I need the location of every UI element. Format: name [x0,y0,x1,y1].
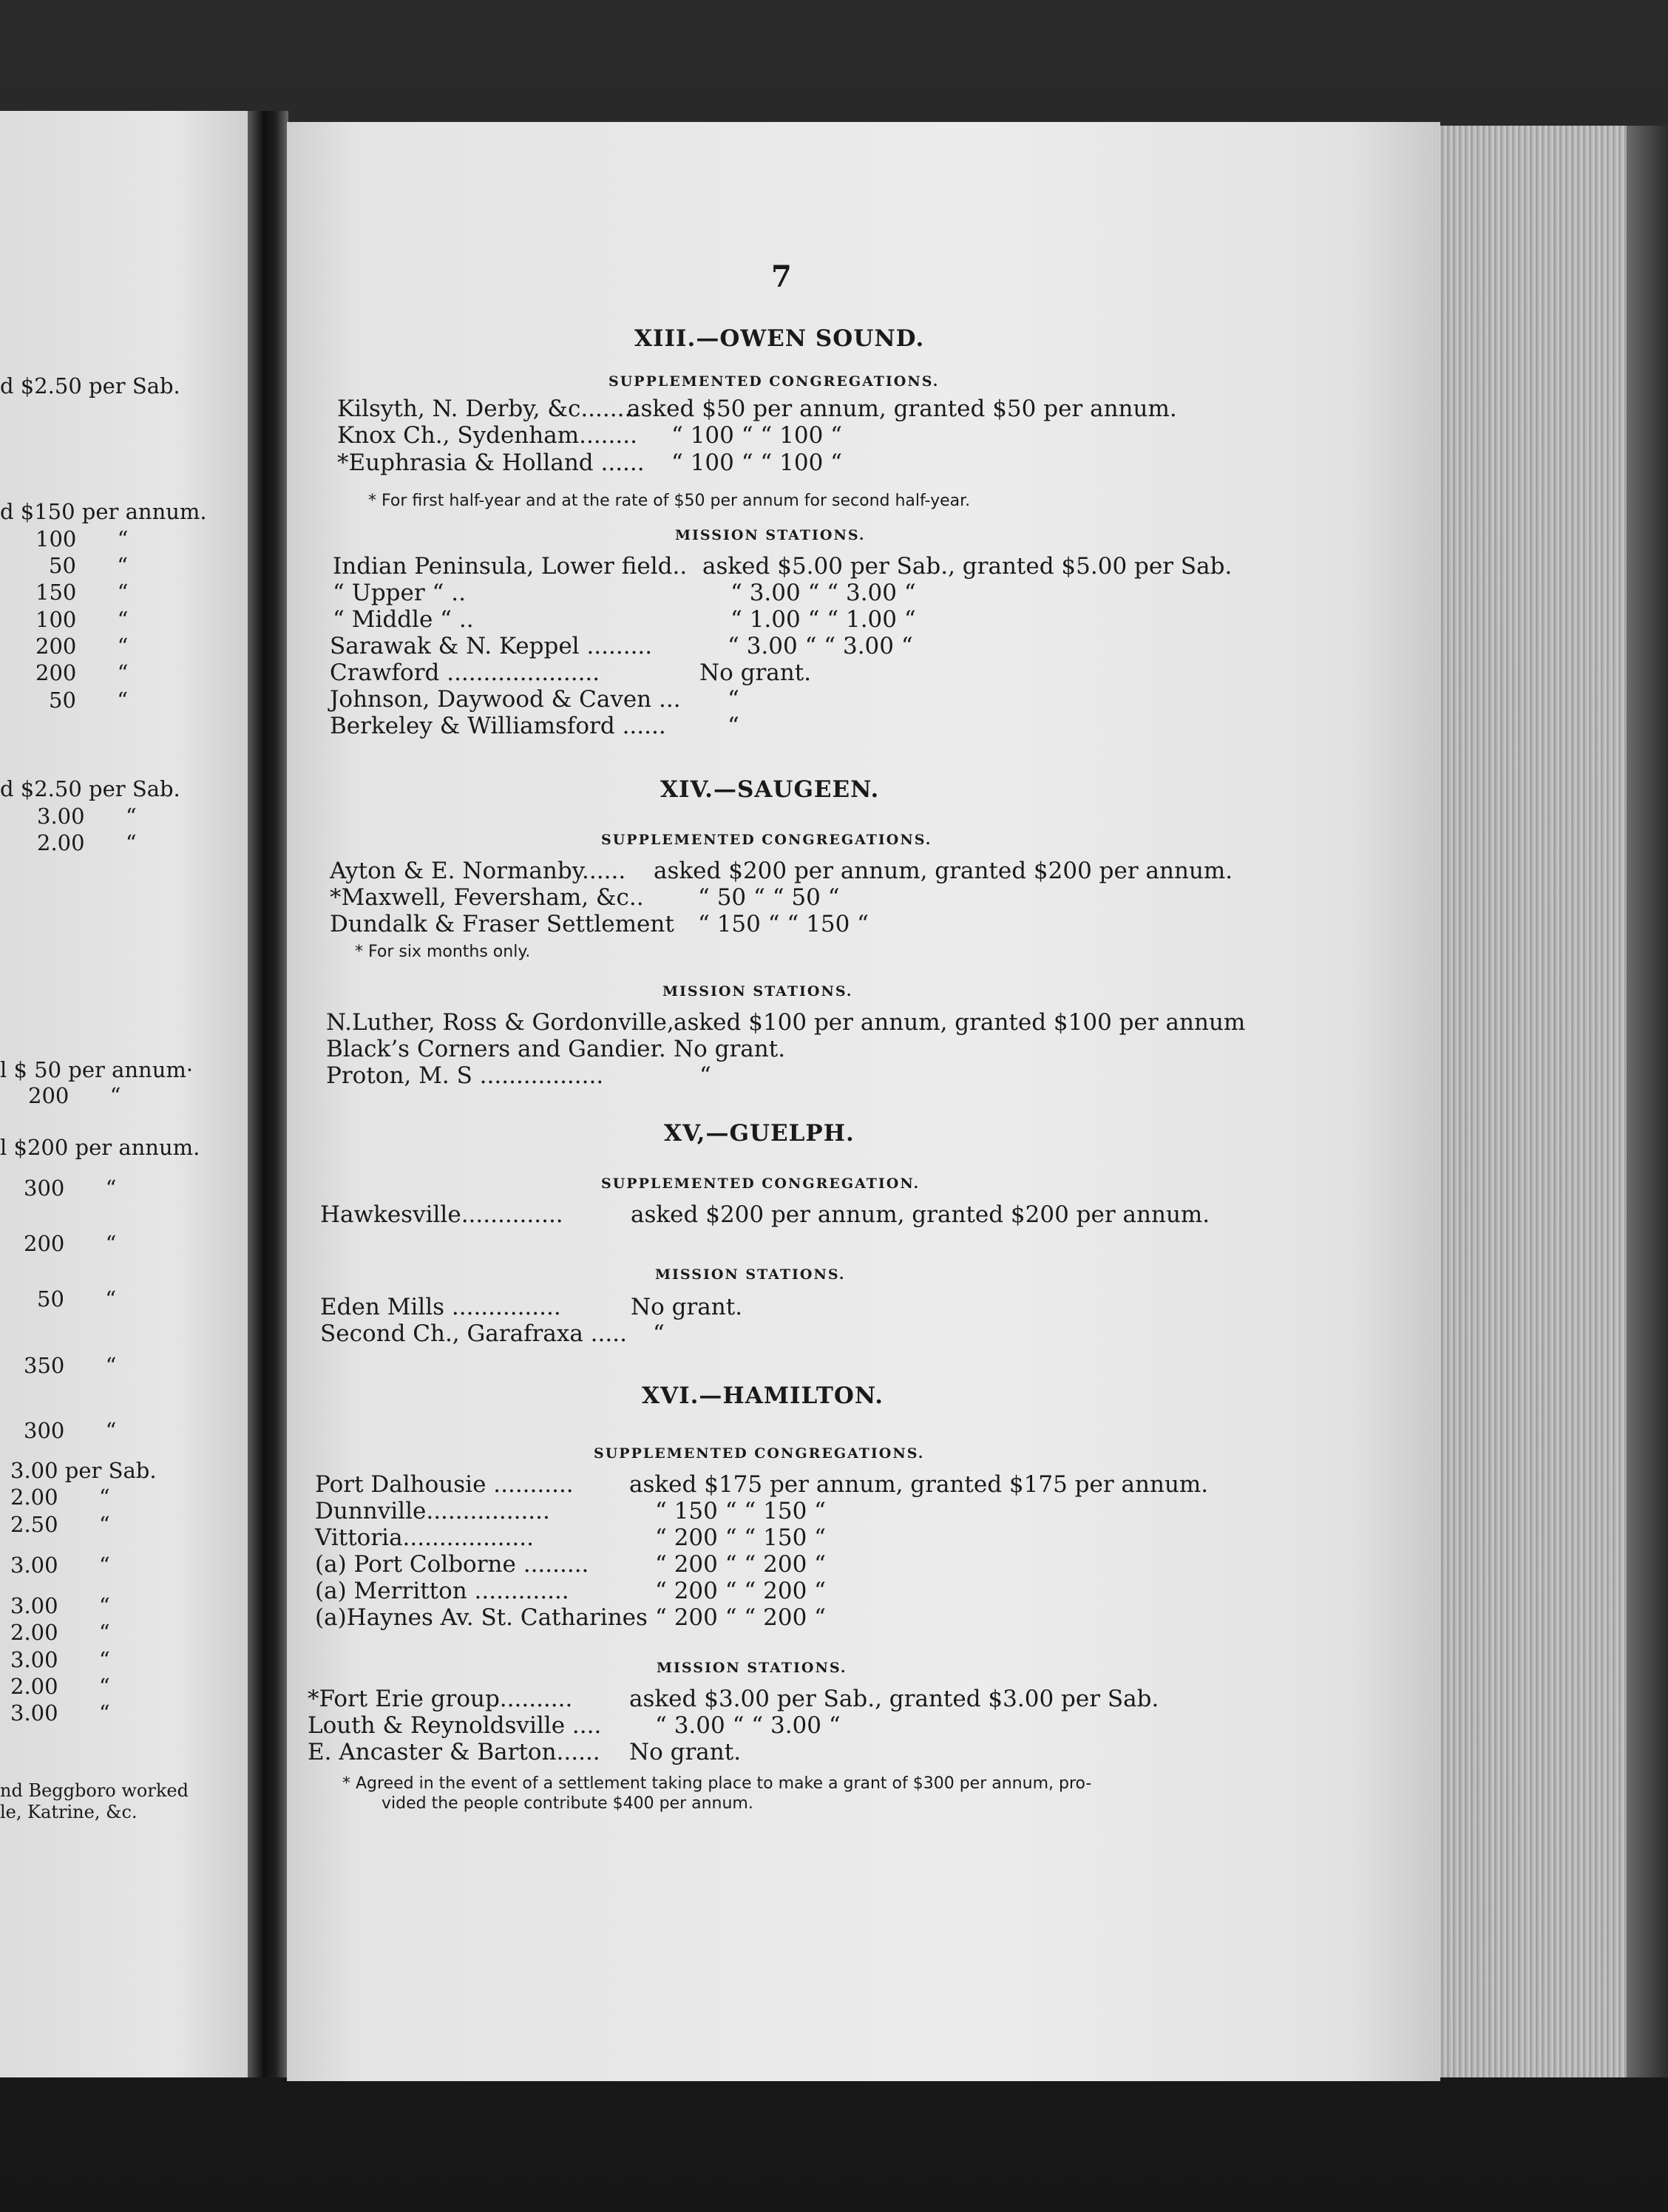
entry-value: “ [653,1320,665,1347]
subsection-title: MISSION STATIONS. [662,983,853,1000]
text-line: d $150 per annum. [0,499,207,524]
entry-name: Dunnville................. [315,1498,550,1524]
entry-name: Crawford ..................... [330,659,600,686]
entry-name: (a)Haynes Av. St. Catharines [315,1604,648,1631]
section-title: XV,—GUELPH. [664,1120,855,1147]
text-line: d $2.50 per Sab. [0,373,180,398]
text-line: 3.00 “ [10,1647,110,1672]
entry-name: Dundalk & Fraser Settlement [330,911,674,937]
entry-name: Indian Peninsula, Lower field.. [333,553,688,580]
text-line: d $2.50 per Sab. [0,776,180,801]
entry-value: asked $175 per annum, granted $175 per annum. [629,1471,1209,1498]
text-line: 150 “ [35,580,129,605]
text-line: 300 “ [24,1418,117,1443]
entry-name: Second Ch., Garafraxa ..... [320,1320,627,1347]
subsection-title: SUPPLEMENTED CONGREGATION. [601,1175,921,1192]
subsection-title: SUPPLEMENTED CONGREGATIONS. [594,1445,925,1462]
text-line: 50 “ [49,553,129,578]
entry-value: “ 50 “ “ 50 “ [698,884,840,911]
footnote: * Agreed in the event of a settlement taking place to make a grant of $300 per annum, pro- [342,1774,1092,1793]
book-gutter [248,111,288,2077]
footnote: * For six months only. [355,943,531,961]
entry-value: asked $50 per annum, granted $50 per annum. [627,396,1177,422]
entry-value: asked $3.00 per Sab., granted $3.00 per Sab. [629,1686,1159,1712]
entry-value: No grant. [674,1036,786,1062]
entry-name: Hawkesville.............. [320,1201,563,1228]
text-line: 200 “ [35,660,129,685]
text-line: l $ 50 per annum· [0,1057,194,1082]
entry-value: “ 200 “ “ 200 “ [655,1551,827,1578]
text-line: 3.00 “ [37,804,137,829]
text-line: 200 “ [24,1231,117,1256]
entry-name: *Fort Erie group.......... [308,1686,573,1712]
entry-name: “ Middle “ .. [333,606,474,633]
text-line: 50 “ [37,1286,117,1312]
entry-name: *Maxwell, Feversham, &c.. [330,884,644,911]
entry-value: asked $200 per annum, granted $200 per annum. [631,1201,1210,1228]
entry-value: “ [728,713,739,739]
subsection-title: MISSION STATIONS. [675,527,866,543]
previous-page-fragment [0,111,248,2077]
section-title: XVI.—HAMILTON. [642,1382,884,1409]
entry-value: “ 200 “ “ 200 “ [655,1604,827,1631]
text-line: 3.00 per Sab. [10,1458,157,1483]
entry-name: (a) Port Colborne ......... [315,1551,589,1578]
text-line: l $200 per annum. [0,1135,200,1160]
entry-name: Proton, M. S ................. [326,1062,604,1089]
entry-value: No grant. [629,1739,742,1765]
text-line: 100 “ [35,526,129,552]
entry-name: Berkeley & Williamsford ...... [330,713,666,739]
text-line: 100 “ [35,607,129,632]
entry-value: “ 200 “ “ 200 “ [655,1578,827,1604]
entry-value: “ 100 “ “ 100 “ [671,449,843,476]
entry-value: “ [728,686,739,713]
text-line: 300 “ [24,1175,117,1201]
entry-name: Black’s Corners and Gandier. [326,1036,666,1062]
section-title: XIV.—SAUGEEN. [660,776,880,803]
text-line: 3.00 “ [10,1700,110,1726]
entry-name: (a) Merritton ............. [315,1578,569,1604]
entry-value: “ 100 “ “ 100 “ [671,422,843,449]
text-line: 50 “ [49,688,129,713]
text-line: 3.00 “ [10,1553,110,1578]
entry-value: “ 3.00 “ “ 3.00 “ [728,633,913,659]
entry-value: asked $5.00 per Sab., granted $5.00 per Sab. [702,553,1233,580]
entry-value: asked $200 per annum, granted $200 per annum. [654,858,1233,884]
text-line: 2.00 “ [10,1485,110,1510]
subsection-title: MISSION STATIONS. [655,1266,846,1283]
entry-name: *Euphrasia & Holland ...... [337,449,645,476]
entry-value: “ 3.00 “ “ 3.00 “ [730,580,916,606]
entry-value: No grant. [699,659,812,686]
text-line: 2.00 “ [10,1674,110,1699]
entry-name: Johnson, Daywood & Caven ... [330,686,681,713]
subsection-title: MISSION STATIONS. [657,1660,847,1676]
entry-name: “ Upper “ .. [333,580,466,606]
page-number: 7 [771,259,792,294]
entry-name: Kilsyth, N. Derby, &c........ [337,396,640,422]
section-title: XIII.—OWEN SOUND. [634,325,925,352]
entry-name: Eden Mills ............... [320,1294,561,1320]
text-line: nd Beggboro worked [0,1780,189,1801]
text-line: 2.00 “ [37,830,137,855]
entry-value: “ 200 “ “ 150 “ [655,1524,827,1551]
entry-value: “ 150 “ “ 150 “ [655,1498,827,1524]
footnote: vided the people contribute $400 per annum. [382,1794,753,1813]
entry-name: Louth & Reynoldsville .... [308,1712,602,1739]
entry-value: “ [699,1062,711,1089]
book-cover-edge [1627,126,1668,2077]
entry-value: No grant. [631,1294,743,1320]
entry-name: N.Luther, Ross & Gordonville, [326,1009,674,1036]
entry-value: “ 1.00 “ “ 1.00 “ [730,606,916,633]
subsection-title: SUPPLEMENTED CONGREGATIONS. [608,373,940,390]
entry-value: “ 3.00 “ “ 3.00 “ [655,1712,841,1739]
text-line: le, Katrine, &c. [0,1802,138,1822]
page [287,122,1440,2081]
entry-name: Ayton & E. Normanby...... [330,858,626,884]
text-line: 2.00 “ [10,1620,110,1645]
footnote: * For first half-year and at the rate of $50 per annum for second half-year. [368,492,971,510]
text-line: 200 “ [35,634,129,659]
entry-value: “ 150 “ “ 150 “ [698,911,869,937]
entry-name: Sarawak & N. Keppel ......... [330,633,653,659]
subsection-title: SUPPLEMENTED CONGREGATIONS. [601,832,932,848]
entry-name: Knox Ch., Sydenham........ [337,422,637,449]
entry-name: Vittoria.................. [315,1524,534,1551]
text-line: 3.00 “ [10,1593,110,1618]
entry-name: E. Ancaster & Barton...... [308,1739,600,1765]
text-line: 200 “ [28,1083,121,1108]
entry-value: asked $100 per annum, granted $100 per annum [674,1009,1246,1036]
text-line: 350 “ [24,1353,117,1378]
entry-name: Port Dalhousie ........... [315,1471,574,1498]
text-line: 2.50 “ [10,1512,110,1537]
